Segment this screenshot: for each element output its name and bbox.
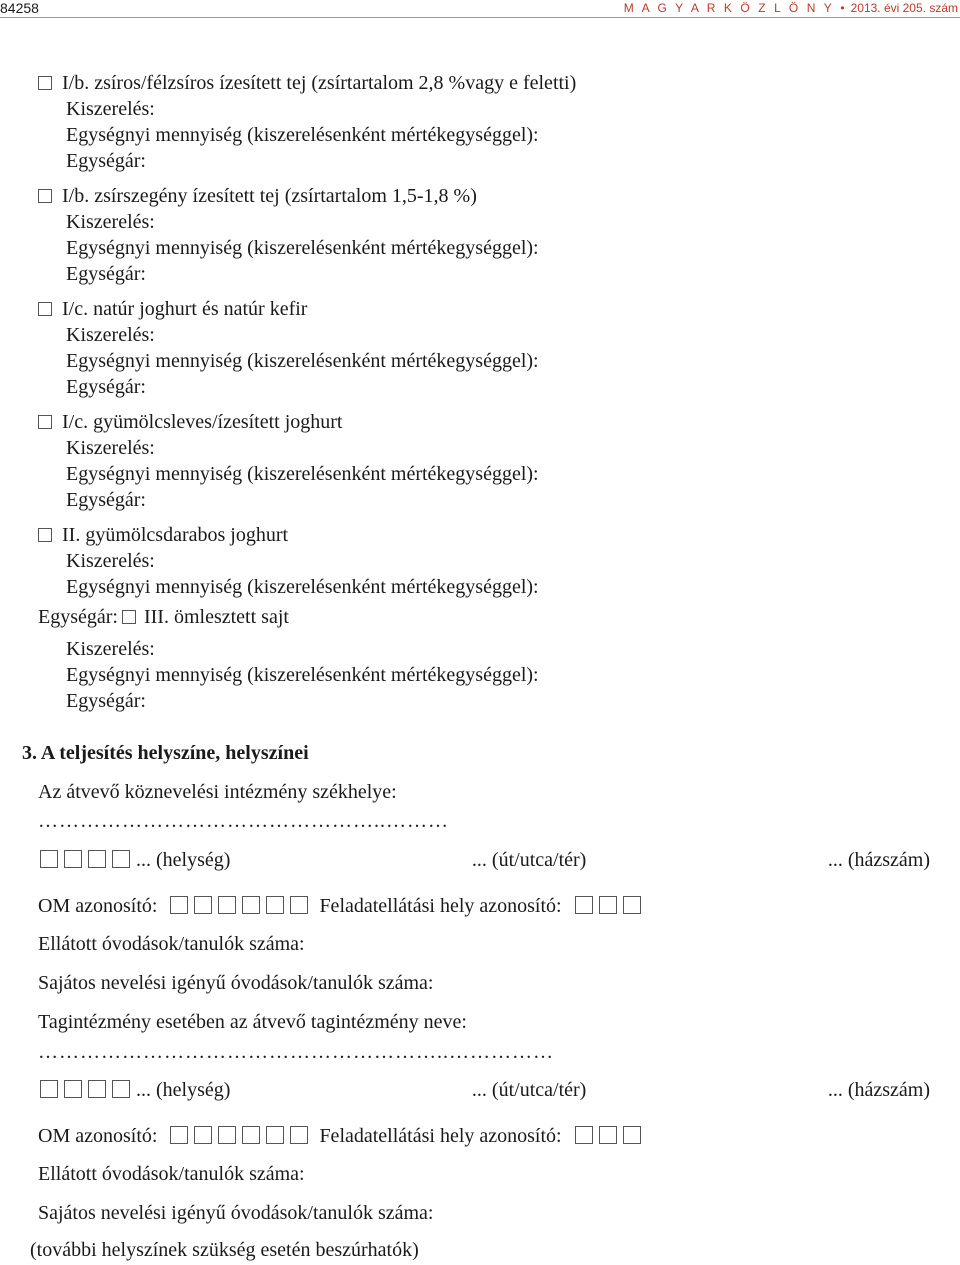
product-title-text: I/b. zsírszegény ízesített tej (zsírtartalom 1,5-1,8 %) bbox=[62, 185, 477, 207]
ellatott-label: Ellátott óvodások/tanulók száma: bbox=[38, 933, 305, 955]
mennyiseg-label: Egységnyi mennyiség (kiszerelésenként mértékegységgel): bbox=[66, 576, 539, 598]
sajatos-label: Sajátos nevelési igényű óvodások/tanulók száma: bbox=[38, 1202, 434, 1224]
kiszereles-label: Kiszerelés: bbox=[66, 437, 155, 459]
product-title-4 bbox=[38, 409, 539, 435]
mennyiseg-label: Egységnyi mennyiség (kiszerelésenként mértékegységgel): bbox=[66, 350, 539, 372]
egysegar-label: Egységár: bbox=[66, 150, 146, 172]
egysegar-label: Egységár: bbox=[66, 263, 146, 285]
om-label: OM azonosító: bbox=[38, 1125, 158, 1147]
egysegar-label: Egységár: bbox=[38, 606, 118, 628]
mennyiseg-label: Egységnyi mennyiség (kiszerelésenként mértékegységgel): bbox=[66, 463, 539, 485]
issue-number: 2013. évi 205. szám bbox=[850, 1, 958, 15]
product-title-text: I/c. gyümölcsleves/ízesített joghurt bbox=[62, 411, 343, 433]
seat-label: Az átvevő köznevelési intézmény székhelye: bbox=[38, 781, 397, 803]
product-title-6: III. ömlesztett sajt bbox=[143, 606, 289, 628]
tagintezmeny-name-dots[interactable]: …………………………………………………..…………… bbox=[38, 1041, 554, 1063]
product-title-1 bbox=[38, 70, 576, 96]
mennyiseg-label: Egységnyi mennyiség (kiszerelésenként mértékegységgel): bbox=[66, 664, 539, 686]
checkbox-product-5[interactable] bbox=[38, 528, 52, 542]
tagintezmeny-label: Tagintézmény esetében az átvevő tagintézmény neve: bbox=[38, 1011, 467, 1033]
checkbox-product-6[interactable] bbox=[122, 610, 136, 624]
product-block-1 bbox=[38, 70, 576, 174]
addr-helyseg: ... (helység) bbox=[136, 1079, 231, 1101]
om-label: OM azonosító: bbox=[38, 895, 158, 917]
checkbox-product-3[interactable] bbox=[38, 302, 52, 316]
page-header bbox=[0, 0, 960, 24]
product-block-4 bbox=[38, 409, 539, 513]
egysegar-label: Egységár: bbox=[66, 690, 146, 712]
tag-address-row bbox=[40, 1077, 930, 1105]
product-title-2 bbox=[38, 183, 539, 209]
product-title-3 bbox=[38, 296, 539, 322]
page-number: 84258 bbox=[0, 0, 39, 16]
seat-name-dots[interactable]: …………………………………………..……… bbox=[38, 810, 449, 832]
header-rule bbox=[0, 17, 960, 18]
running-head bbox=[624, 0, 958, 16]
sajatos-label: Sajátos nevelési igényű óvodások/tanulók száma: bbox=[38, 972, 434, 994]
checkbox-product-2[interactable] bbox=[38, 189, 52, 203]
seat-address-row bbox=[40, 847, 930, 875]
kiszereles-label: Kiszerelés: bbox=[66, 324, 155, 346]
kiszereles-label: Kiszerelés: bbox=[66, 550, 155, 572]
checkbox-product-1[interactable] bbox=[38, 76, 52, 90]
product-title-text: II. gyümölcsdarabos joghurt bbox=[62, 524, 289, 546]
journal-name: M A G Y A R K Ö Z L Ö N Y bbox=[623, 1, 835, 15]
postcode-boxes[interactable] bbox=[40, 1079, 136, 1105]
mennyiseg-label: Egységnyi mennyiség (kiszerelésenként mértékegységgel): bbox=[66, 124, 539, 146]
footer-note: (további helyszínek szükség esetén beszúrhatók) bbox=[30, 1239, 419, 1261]
feladat-label: Feladatellátási hely azonosító: bbox=[319, 1125, 562, 1147]
kiszereles-label: Kiszerelés: bbox=[66, 98, 155, 120]
product-block-2 bbox=[38, 183, 539, 287]
postcode-group bbox=[40, 847, 230, 875]
mennyiseg-label: Egységnyi mennyiség (kiszerelésenként mértékegységgel): bbox=[66, 237, 539, 259]
om-row-1 bbox=[38, 893, 647, 921]
product-block-3 bbox=[38, 296, 539, 400]
om-id-boxes[interactable] bbox=[170, 895, 314, 921]
postcode-boxes[interactable] bbox=[40, 849, 136, 875]
product-title-text: I/c. natúr joghurt és natúr kefir bbox=[62, 298, 308, 320]
product-block-6 bbox=[38, 636, 539, 714]
addr-hazszam: ... (házszám) bbox=[827, 1079, 930, 1101]
addr-utca: ... (út/utca/tér) bbox=[471, 1079, 587, 1101]
postcode-group bbox=[40, 1077, 230, 1105]
kiszereles-label: Kiszerelés: bbox=[66, 211, 155, 233]
addr-hazszam: ... (házszám) bbox=[827, 849, 930, 871]
product-block-5 bbox=[38, 522, 539, 630]
checkbox-product-4[interactable] bbox=[38, 415, 52, 429]
kiszereles-label: Kiszerelés: bbox=[66, 638, 155, 660]
product-title-5 bbox=[38, 522, 539, 548]
egysegar-label: Egységár: bbox=[66, 489, 146, 511]
section-title: 3. A teljesítés helyszíne, helyszínei bbox=[22, 742, 309, 764]
om-row-2 bbox=[38, 1123, 647, 1151]
om-id-boxes[interactable] bbox=[170, 1125, 314, 1151]
feladat-id-boxes[interactable] bbox=[575, 1125, 647, 1151]
addr-utca: ... (út/utca/tér) bbox=[471, 849, 587, 871]
product-title-text: I/b. zsíros/félzsíros ízesített tej (zsírtartalom 2,8 %vagy e feletti) bbox=[62, 72, 577, 94]
feladat-id-boxes[interactable] bbox=[575, 895, 647, 921]
egysegar-label: Egységár: bbox=[66, 376, 146, 398]
ellatott-label: Ellátott óvodások/tanulók száma: bbox=[38, 1163, 305, 1185]
addr-helyseg: ... (helység) bbox=[136, 849, 231, 871]
egysegar-product-6-line bbox=[38, 604, 539, 630]
header-separator: • bbox=[840, 1, 845, 15]
feladat-label: Feladatellátási hely azonosító: bbox=[319, 895, 562, 917]
